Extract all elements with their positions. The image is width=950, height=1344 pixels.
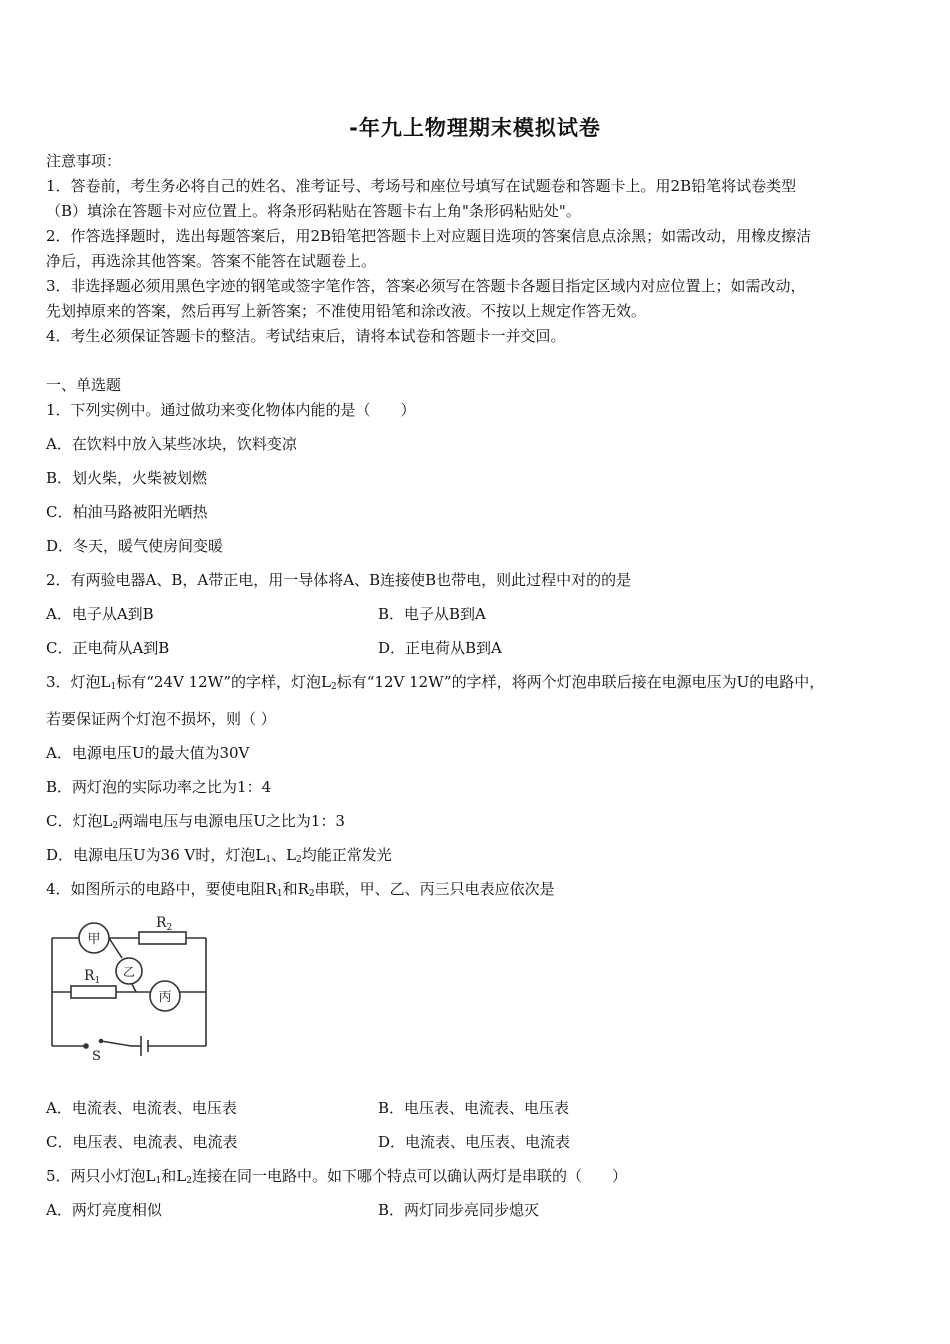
q1-option-a: A．在饮料中放入某些冰块，饮料变凉: [46, 435, 297, 453]
q1-option-b: B．划火柴，火柴被划燃: [46, 469, 208, 487]
q4-option-a: A．电流表、电流表、电压表: [46, 1099, 237, 1117]
q3-stem-line-2: 若要保证两个灯泡不损坏，则（ ）: [46, 710, 276, 728]
q5-stem-part: 5．两只小灯泡L: [46, 1167, 156, 1185]
q4-option-d: D．电流表、电压表、电流表: [378, 1133, 571, 1151]
resistor-r1: [71, 968, 116, 998]
meter-jia-label: 甲: [87, 932, 101, 947]
section-heading: 一、单选题: [46, 376, 122, 394]
q2-option-c: C．正电荷从A到B: [46, 639, 170, 657]
q2-stem: 2．有两验电器A、B，A带正电，用一导体将A、B连接使B也带电，则此过程中对的的是: [46, 571, 632, 589]
q1-option-c: C．柏油马路被阳光晒热: [46, 503, 208, 521]
resistor-r2: [139, 915, 186, 944]
q3-option-c: [46, 812, 345, 835]
subscript: 1: [155, 1176, 162, 1186]
q5-option-b: B．两灯同步亮同步熄灭: [378, 1201, 540, 1219]
q3-stem-part: 标有“24V 12W”的字样，灯泡L: [116, 673, 332, 691]
q3-option-d-part: 均能正常发光: [301, 846, 392, 864]
notice-item-4: 4．考生必须保证答题卡的整洁。考试结束后，请将本试卷和答题卡一并交回。: [46, 327, 566, 345]
q5-option-a: A．两灯亮度相似: [46, 1201, 162, 1219]
q3-option-d-part: 、L: [271, 846, 297, 864]
q4-option-b: B．电压表、电流表、电压表: [378, 1099, 570, 1117]
meter-jia: [79, 923, 109, 953]
q5-stem: [46, 1167, 627, 1190]
subscript: 2: [186, 1176, 192, 1186]
switch-label: S: [92, 1049, 101, 1064]
q5-stem-part: 和L: [161, 1167, 187, 1185]
q5-stem-part: 连接在同一电路中。如下哪个特点可以确认两灯是串联的（ ）: [191, 1167, 627, 1185]
q2-option-b: B．电子从B到A: [378, 605, 486, 623]
subscript: 2: [296, 855, 302, 865]
q4-stem-part: 和R: [282, 880, 309, 898]
notice-heading: 注意事项：: [46, 152, 122, 170]
notice-item-3b: 先划掉原来的答案，然后再写上新答案；不准使用铅笔和涂改液。不按以上规定作答无效。: [46, 302, 647, 320]
q2-option-d: D．正电荷从B到A: [378, 639, 502, 657]
resistor-r2-label: $R_2$: [156, 915, 173, 933]
resistor-r1-label: $R_1$: [84, 968, 101, 986]
q4-stem-part: 4．如图所示的电路中，要使电阻R: [46, 880, 277, 898]
circuit-diagram: [46, 908, 216, 1068]
notice-item-3a: 3．非选择题必须用黑色字迹的钢笔或签字笔作答，答案必须写在答题卡各题目指定区域内对应位置上；如需改动，: [46, 277, 806, 295]
meter-bing: [150, 981, 180, 1011]
q3-option-b: B．两灯泡的实际功率之比为1：4: [46, 778, 272, 796]
exam-title: -年九上物理期末模拟试卷: [349, 116, 601, 140]
subscript: 2: [331, 682, 337, 692]
notice-item-1a: 1．答卷前，考生务必将自己的姓名、准考证号、考场号和座位号填写在试题卷和答题卡上。用2B铅笔将试卷类型: [46, 177, 797, 195]
q4-stem: [46, 880, 555, 903]
q3-option-a: A．电源电压U的最大值为30V: [46, 744, 250, 762]
q3-stem: [46, 673, 824, 696]
notice-item-2a: 2．作答选择题时，选出每题答案后，用2B铅笔把答题卡上对应题目选项的答案信息点涂黑；如需改动，用橡皮擦洁: [46, 227, 812, 245]
q1-stem: 1．下列实例中。通过做功来变化物体内能的是（ ）: [46, 401, 416, 419]
q4-stem-part: 串联，甲、乙、丙三只电表应依次是: [314, 880, 555, 898]
q3-option-d-part: D．电源电压U为36 V时，灯泡L: [46, 846, 266, 864]
subscript: 1: [265, 855, 272, 865]
notice-item-2b: 净后，再选涂其他答案。答案不能答在试题卷上。: [46, 252, 377, 270]
subscript: 1: [110, 682, 117, 692]
q4-option-c: C．电压表、电流表、电流表: [46, 1133, 238, 1151]
q3-option-c-part: 两端电压与电源电压U之比为1：3: [118, 812, 345, 830]
subscript: 2: [112, 821, 119, 831]
meter-yi: [116, 958, 142, 984]
meter-yi-label: 乙: [122, 965, 136, 979]
q2-option-a: A．电子从A到B: [46, 605, 154, 623]
subscript: 1: [276, 889, 283, 899]
q1-option-d: D．冬天，暖气使房间变暖: [46, 537, 224, 555]
notice-item-1b: （B）填涂在答题卡对应位置上。将条形码粘贴在答题卡右上角"条形码粘贴处"。: [46, 202, 581, 220]
subscript: 2: [308, 889, 315, 899]
meter-bing-label: 丙: [158, 990, 172, 1005]
q3-option-c-part: C．灯泡L: [46, 812, 113, 830]
q3-stem-part: 标有“12V 12W”的字样，将两个灯泡串联后接在电源电压为U的电路中，: [336, 673, 825, 691]
q3-stem-part: 3．灯泡L: [46, 673, 111, 691]
q3-option-d: [46, 846, 392, 869]
